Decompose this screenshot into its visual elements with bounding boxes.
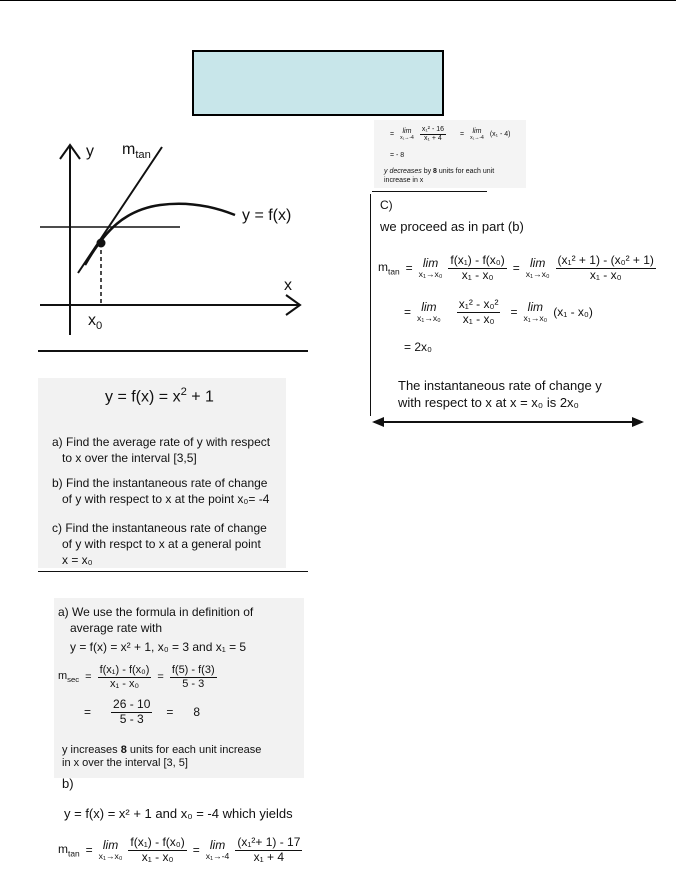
function-definition: $y = f(x) = x^2 + 1$: [105, 386, 214, 406]
question-b: b) Find the instantaneous rate of change of y with respect to x at the point x₀= -4: [52, 476, 270, 506]
part-a-equation: [58, 664, 223, 690]
section-rule: [38, 350, 308, 352]
equals-sign: =: [192, 843, 200, 858]
equals-sign: =: [390, 131, 395, 139]
part-a-conclusion: y increases 8 units for each unit increase in x over the interval [3, 5]: [62, 744, 262, 769]
part-c-equation: [378, 254, 662, 283]
part-c-intro: we proceed as in part (b): [380, 219, 524, 234]
part-b-label: b): [62, 776, 74, 791]
equals-sign: =: [157, 671, 164, 684]
part-c-result: = 2x₀: [404, 340, 432, 354]
question-c: c) Find the instantaneous rate of change of y with respct to x at a general point x = x₀: [52, 521, 267, 567]
part-b-continuation-equation: [390, 126, 516, 143]
part-b-equation: [58, 836, 308, 865]
equals-sign: =: [85, 843, 93, 858]
equals-sign: =: [84, 705, 92, 720]
part-a-equation-2: [84, 698, 206, 727]
tangent-label: $m_{tan}$: [122, 141, 151, 162]
fraction: $\frac{\text{f(x₁) - f(x₀)}}{\text{x₁ - x₀}}$: [99, 664, 150, 690]
result: 8: [193, 705, 201, 720]
point-label: $x_0$: [88, 312, 103, 333]
mtan-symbol: $m_{tan}$: [58, 842, 80, 859]
part-b-continuation-result: = - 8: [390, 152, 405, 159]
equals-sign: =: [510, 305, 518, 320]
limit: lim x₁→-4: [205, 837, 230, 862]
limit: lim x₁→-4: [470, 127, 484, 141]
tangent-point: [97, 239, 106, 248]
part-b-conclusion: y decreases by 8 units for each unit increase in x: [384, 168, 495, 184]
section-rule: [38, 571, 308, 572]
fraction: $\frac{\text{(x₁²+ 1) - 17}}{\text{x₁ + 4}}$: [237, 835, 301, 864]
fraction: $\frac{\text{f(x₁) - f(x₀)}}{\text{x₁ - x₀}}$: [130, 835, 185, 864]
y-axis-label: y: [86, 143, 94, 160]
part-b-given: y = f(x) = x² + 1 and x₀ = -4 which yields: [64, 806, 293, 821]
limit: lim x₁→x₀: [98, 837, 123, 862]
y-axis: [60, 145, 80, 335]
x-axis: [40, 295, 300, 315]
section-rule: [372, 191, 487, 192]
top-rule: [0, 0, 676, 1]
x-axis-label: x: [284, 277, 292, 294]
limit-term: (x₁ - x₀): [553, 305, 593, 320]
double-arrow: [372, 414, 644, 430]
fraction: $\frac{\text{f(x₁) - f(x₀)}}{\text{x₁ - x₀}}$: [450, 253, 505, 282]
part-a-given: y = f(x) = x² + 1, x₀ = 3 and x₁ = 5: [70, 640, 247, 654]
limit: lim x₁→x₀: [525, 255, 550, 280]
limit-term: (x₁ - 4): [489, 131, 511, 139]
part-c-vertical-rule: [370, 194, 371, 416]
curve: [85, 204, 235, 265]
fraction: $\frac{\text{x₁² - 16}}{\text{x₁ + 4}}$: [421, 126, 445, 143]
equals-sign: =: [85, 671, 92, 684]
part-c-label: C): [380, 198, 393, 212]
equals-sign: =: [405, 261, 413, 276]
fraction: $\frac{26 - 10}{5 - 3}$: [113, 697, 151, 726]
msec-symbol: $m_{sec}$: [58, 670, 80, 685]
title-box: [192, 50, 444, 116]
equals-sign: =: [512, 261, 520, 276]
question-a: a) Find the average rate of y with respect to x over the interval [3,5]: [52, 435, 271, 465]
limit: lim x₁→x₀: [417, 299, 441, 324]
part-c-conclusion: The instantaneous rate of change y with respect to x at x = x₀ is 2x₀: [398, 378, 602, 410]
limit: lim x₁→-4: [400, 127, 414, 141]
limit: lim x₁→x₀: [523, 299, 548, 324]
fraction: $\frac{f(5) - f(3)}{5 - 3}$: [171, 664, 215, 690]
equals-sign: =: [460, 131, 465, 139]
equals-sign: =: [166, 705, 174, 720]
curve-label: y = f(x): [242, 207, 292, 224]
fraction: $\frac{\text{(x₁² + 1) - (x₀² + 1)}}{\text{x₁ - x₀}}$: [557, 253, 654, 282]
part-a-intro: a) We use the formula in definition of average rate with: [58, 605, 254, 635]
equals-sign: =: [404, 305, 412, 320]
tangent-graph: [30, 135, 310, 345]
part-c-equation-2: [404, 298, 599, 327]
mtan-symbol: $m_{tan}$: [378, 260, 400, 277]
fraction: $\frac{\text{x₁² - x₀²}}{\text{x₁ - x₀}}$: [458, 297, 499, 326]
limit: lim x₁→x₀: [418, 255, 443, 280]
